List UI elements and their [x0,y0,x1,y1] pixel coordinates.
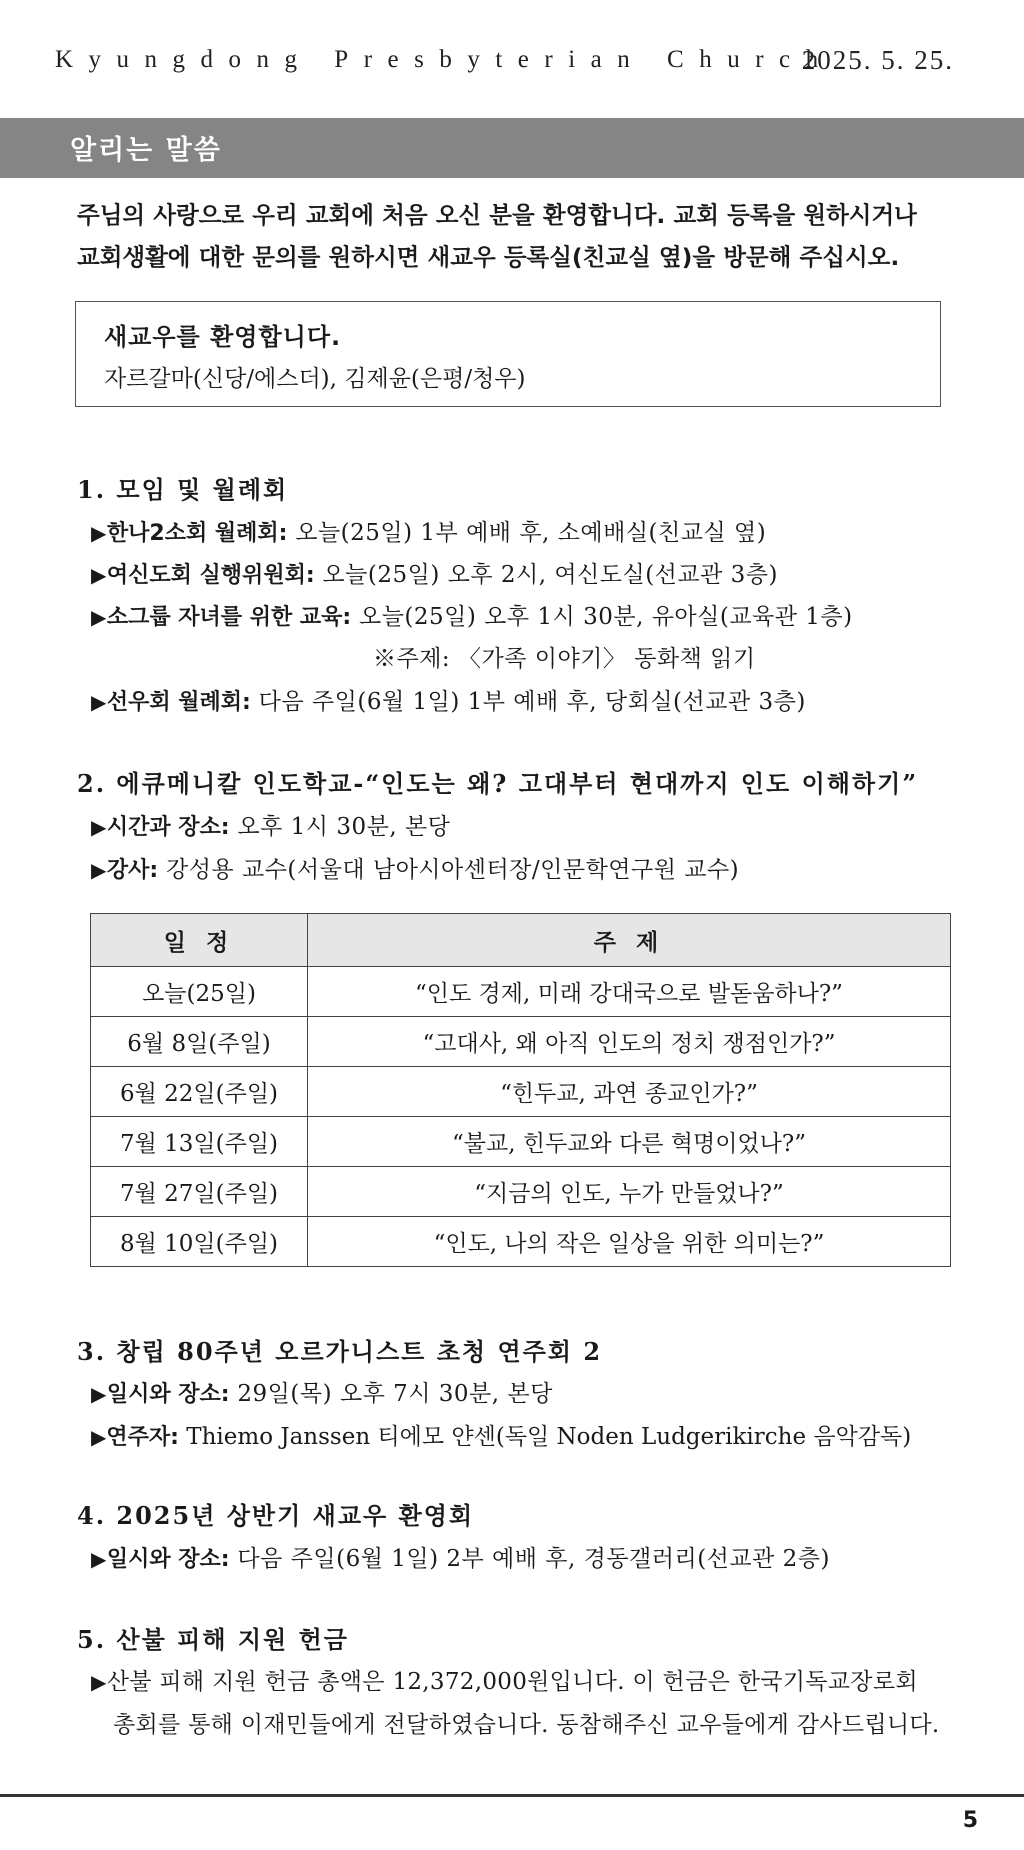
sec1-item [91,598,853,631]
church-name: Kyungdong Presbyterian Church [55,46,834,73]
arrow-bullet-icon: ▶ [91,563,107,587]
table-row [91,1117,951,1167]
arrow-bullet-icon: ▶ [91,1670,107,1694]
footer-divider [0,1794,1024,1797]
item-label: 일시와 장소: [106,1547,230,1572]
table-header-topic: 주 제 [308,914,951,967]
intro-line-1: 주님의 사랑으로 우리 교회에 처음 오신 분을 환영합니다. 교회 등록을 원하시거나 [77,201,917,229]
intro-text [77,194,977,278]
arrow-bullet-icon: ▶ [91,521,107,545]
table-header-row [91,914,951,967]
sec2-item [91,808,450,841]
sec5-line-1 [91,1663,918,1696]
table-row [91,1167,951,1217]
item-text: 오늘(25일) 오후 2시, 여신도실(선교관 3층) [314,562,778,588]
item-text: 29일(목) 오후 7시 30분, 본당 [229,1381,553,1407]
page-number: 5 [962,1808,978,1833]
sec1-item [91,683,806,716]
table-row [91,967,951,1017]
schedule-topic: “고대사, 왜 아직 인도의 정치 쟁점인가?” [308,1017,951,1067]
arrow-bullet-icon: ▶ [91,1425,107,1449]
welcome-names: 자르갈마(신당/에스더), 김제윤(은평/청우) [104,366,526,392]
item-label: 시간과 장소: [106,815,230,840]
sec1-item [91,514,766,547]
sec1-heading: 1. 모임 및 월례회 [77,475,289,504]
arrow-bullet-icon: ▶ [91,690,107,714]
item-text: Thiemo Janssen 티에모 얀센(독일 Noden Ludgerikirche 음악감독) [178,1424,912,1450]
sec5-line-2: 총회를 통해 이재민들에게 전달하였습니다. 동참해주신 교우들에게 감사드립니다. [113,1712,940,1738]
schedule-topic: “불교, 힌두교와 다른 혁명이었나?” [308,1117,951,1167]
arrow-bullet-icon: ▶ [91,858,107,882]
welcome-title: 새교우를 환영합니다. [104,323,342,351]
page-header [0,0,1024,121]
item-label: 강사: [106,858,159,883]
section-title: 알리는 말씀 [70,135,222,166]
table-row [91,1017,951,1067]
arrow-bullet-icon: ▶ [91,605,107,629]
arrow-bullet-icon: ▶ [91,1382,107,1406]
section-title-bar [0,118,1024,178]
item-label: 한나2소회 월례회: [106,521,288,546]
schedule-topic: “인도, 나의 작은 일상을 위한 의미는?” [308,1217,951,1267]
schedule-date: 오늘(25일) [91,967,308,1017]
welcome-box [75,301,941,407]
bulletin-date: 2025. 5. 25. [801,45,954,75]
table-row [91,1067,951,1117]
schedule-topic: “힌두교, 과연 종교인가?” [308,1067,951,1117]
item-text: 오늘(25일) 1부 예배 후, 소예배실(친교실 옆) [287,520,767,546]
item-label: 소그룹 자녀를 위한 교육: [106,605,352,630]
table-row [91,1217,951,1267]
sec5-text-1: 산불 피해 지원 헌금 총액은 12,372,000원입니다. 이 헌금은 한국기독교장로회 [106,1669,918,1695]
item-label: 여신도회 실행위원회: [106,563,315,588]
item-text: 다음 주일(6월 1일) 2부 예배 후, 경동갤러리(선교관 2층) [229,1546,830,1572]
item-text: 오후 1시 30분, 본당 [229,814,451,840]
schedule-date: 7월 13일(주일) [91,1117,308,1167]
item-label: 선우회 월례회: [106,690,251,715]
sec4-item [91,1540,830,1573]
sec2-item [91,851,739,884]
sec1-note: ※주제: 〈가족 이야기〉 동화책 읽기 [373,646,756,672]
item-text: 오늘(25일) 오후 1시 30분, 유아실(교육관 1층) [351,604,853,630]
item-text: 강성용 교수(서울대 남아시아센터장/인문학연구원 교수) [158,857,740,883]
arrow-bullet-icon: ▶ [91,815,107,839]
arrow-bullet-icon: ▶ [91,1547,107,1571]
sec4-heading: 4. 2025년 상반기 새교우 환영회 [77,1501,475,1530]
sec2-heading: 2. 에큐메니칼 인도학교-“인도는 왜? 고대부터 현대까지 인도 이해하기” [77,769,919,798]
schedule-table [90,913,951,1267]
item-label: 일시와 장소: [106,1382,230,1407]
sec3-item [91,1418,911,1451]
sec3-heading: 3. 창립 80주년 오르가니스트 초청 연주회 2 [77,1337,603,1366]
schedule-date: 6월 22일(주일) [91,1067,308,1117]
schedule-date: 7월 27일(주일) [91,1167,308,1217]
intro-line-2: 교회생활에 대한 문의를 원하시면 새교우 등록실(친교실 옆)을 방문해 주십시오. [77,243,900,271]
item-text: 다음 주일(6월 1일) 1부 예배 후, 당회실(선교관 3층) [250,689,806,715]
schedule-topic: “지금의 인도, 누가 만들었나?” [308,1167,951,1217]
schedule-date: 6월 8일(주일) [91,1017,308,1067]
table-header-schedule: 일 정 [91,914,308,967]
schedule-date: 8월 10일(주일) [91,1217,308,1267]
sec5-heading: 5. 산불 피해 지원 헌금 [77,1625,349,1654]
sec1-item [91,556,778,589]
schedule-topic: “인도 경제, 미래 강대국으로 발돋움하나?” [308,967,951,1017]
sec3-item [91,1375,553,1408]
item-label: 연주자: [106,1425,179,1450]
